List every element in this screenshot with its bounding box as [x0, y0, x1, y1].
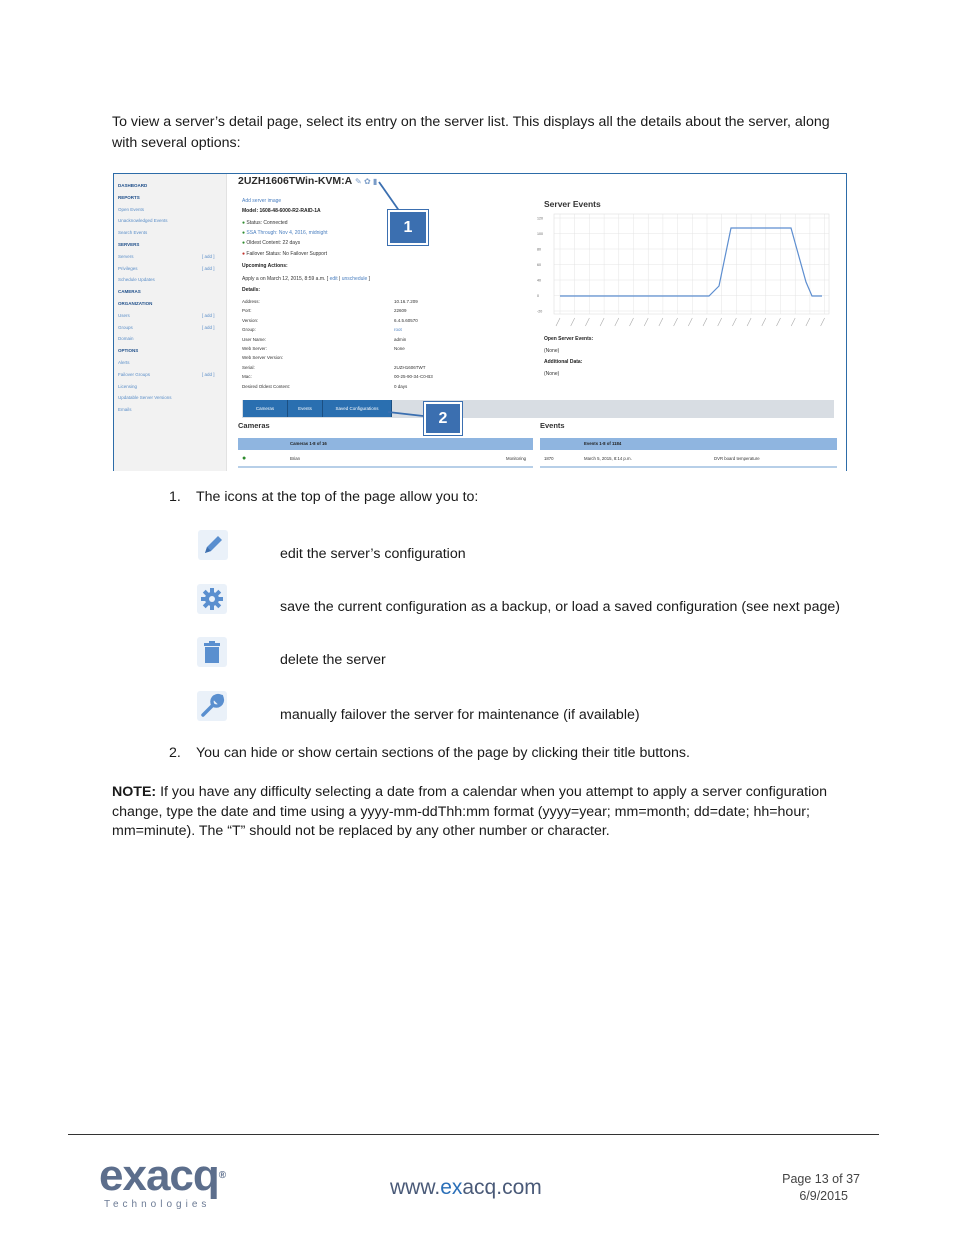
trash-icon[interactable]: ▮ — [372, 177, 378, 186]
sidebar-add-link[interactable]: [ add ] — [202, 253, 215, 259]
logo-subtitle: Technologies — [104, 1199, 211, 1210]
sidebar-item[interactable]: Schedule Updates — [118, 277, 155, 283]
detail-key: Port: — [242, 308, 252, 314]
icon-desc-save: save the current configuration as a backup, or load a saved configuration (see next page) — [280, 599, 840, 615]
list-item-1-text: The icons at the top of the page allow you to: — [196, 489, 479, 505]
note-line-2: change, type the date and time using a yyyy-mm-ddThh:mm format (yyyy=year; mm=month; dd=date; hh=hour; — [112, 803, 810, 820]
camera-row-status-icon: ● — [242, 455, 247, 462]
sidebar-item[interactable]: Updatable Server Versions — [118, 395, 172, 401]
sidebar-item[interactable]: OPTIONS — [118, 348, 139, 354]
additional-label: Additional Data: — [544, 359, 583, 365]
sidebar-add-link[interactable]: [ add ] — [202, 371, 215, 377]
note-line-1: If you have any difficulty selecting a date from a calendar when you attempt to apply a server configuration — [156, 784, 828, 800]
sidebar-add-link[interactable]: [ add ] — [202, 312, 215, 318]
sidebar-item[interactable]: Emails — [118, 407, 132, 413]
sidebar-item[interactable]: REPORTS — [118, 194, 140, 200]
events-section-title[interactable]: Events — [540, 421, 565, 430]
y-tick-label: 80 — [537, 247, 541, 252]
sidebar-item[interactable]: Domain — [118, 336, 134, 342]
detail-key: Desired Oldest Content: — [242, 383, 291, 389]
detail-value: 2UZH1606TWT — [394, 364, 426, 370]
page-info — [760, 1171, 860, 1205]
cameras-section-title[interactable]: Cameras — [238, 421, 270, 430]
detail-key: Web Server: — [242, 346, 267, 351]
detail-value: admin — [394, 336, 407, 342]
detail-value: 6.4.5.60570 — [394, 317, 418, 323]
y-tick-label: 0 — [537, 294, 539, 298]
error-icon: ● — [242, 251, 246, 257]
sidebar-item[interactable]: Failover Groups — [118, 371, 151, 377]
ok-icon: ● — [242, 230, 246, 236]
icon-desc-failover: manually failover the server for maintenance (if available) — [280, 707, 640, 723]
additional-value: (None) — [544, 371, 560, 377]
y-tick-label: 120 — [537, 216, 543, 221]
tab-saved-configurations[interactable]: Saved Configurations — [323, 400, 392, 417]
sidebar-item[interactable]: Licensing — [118, 383, 138, 389]
page-date: 6/9/2015 — [799, 1189, 848, 1203]
detail-key: Web Server Version: — [242, 355, 284, 361]
status-line: ● Status: Connected — [242, 220, 288, 226]
trash-icon — [197, 637, 227, 667]
detail-key: Version: — [242, 317, 259, 323]
sidebar-item[interactable]: Privileges — [118, 265, 138, 271]
sidebar-add-link[interactable]: [ add ] — [202, 324, 215, 330]
open-events-label: Open Server Events: — [544, 336, 594, 342]
list-item-2-number: 2. — [169, 745, 181, 761]
y-tick-label: 40 — [537, 278, 541, 283]
list-item-2-text: You can hide or show certain sections of the page by clicking their title buttons. — [196, 745, 690, 761]
cameras-header-text: Cameras 1-8 of 16 — [290, 441, 327, 446]
detail-value: 10.16.7.209 — [394, 299, 418, 304]
detail-value: None — [394, 346, 405, 351]
note-label: NOTE: — [112, 784, 157, 800]
server-title: 2UZH1606TWin-KVM:A — [238, 175, 353, 187]
unschedule-link[interactable]: unschedule — [341, 276, 368, 282]
server-events-title: Server Events — [544, 199, 601, 209]
detail-key: Mac: — [242, 374, 252, 380]
add-server-image-link[interactable]: Add server image — [242, 198, 282, 204]
sidebar-item[interactable]: Users — [118, 312, 130, 318]
upcoming-label: Upcoming Actions: — [242, 263, 288, 269]
ok-icon: ● — [242, 220, 246, 226]
tab-cameras[interactable]: Cameras — [243, 400, 288, 417]
detail-value[interactable]: root — [394, 327, 402, 333]
ssa-line[interactable]: ● SSA Through: Nov 4, 2016, midnight — [242, 230, 328, 236]
callout-1: 1 — [388, 210, 428, 245]
y-tick-label: 60 — [537, 263, 541, 267]
detail-key: Serial: — [242, 364, 255, 370]
sidebar-item[interactable]: Open Events — [118, 206, 145, 212]
sidebar-add-link[interactable]: [ add ] — [202, 265, 215, 271]
event-row-date: March 5, 2015, 8:14 p.m. — [584, 456, 632, 461]
model-text: Model: 1608-48-6000-R2-RAID-1A — [242, 208, 321, 214]
oldest-line: ● Oldest Content: 22 days — [242, 240, 301, 246]
edit-link[interactable]: edit — [329, 276, 338, 282]
details-label: Details: — [242, 287, 261, 293]
note-line-3: mm=minute). The “T” should not be replaced by any other number or character. — [112, 823, 610, 839]
event-row-id[interactable]: 1870 — [544, 456, 554, 461]
website-url[interactable]: www.exacq.com — [390, 1176, 542, 1199]
wrench-icon — [197, 691, 227, 721]
sidebar-item[interactable]: Search Events — [118, 230, 148, 236]
camera-row-status: Monitoring — [506, 456, 527, 461]
gear-icon[interactable]: ✿ — [363, 177, 371, 186]
callout-2: 2 — [424, 402, 462, 435]
sidebar-item[interactable]: Unacknowledged Events — [118, 218, 168, 224]
note-paragraph — [112, 783, 852, 842]
server-detail-screenshot — [113, 173, 847, 471]
gear-icon — [197, 584, 227, 614]
events-header-text: Events 1-8 of 1184 — [584, 441, 622, 446]
footer-rule — [68, 1134, 879, 1135]
sidebar-item[interactable]: Servers — [118, 253, 134, 259]
detail-key: Address: — [242, 299, 260, 304]
sidebar-item[interactable]: Alerts — [118, 360, 130, 365]
intro-line-1: To view a server’s detail page, select its entry on the server list. This displays all the details about the server, along — [112, 114, 830, 130]
ok-icon: ● — [242, 240, 246, 246]
icon-desc-edit: edit the server’s configuration — [280, 546, 466, 562]
sidebar-item[interactable]: SERVERS — [118, 242, 140, 247]
detail-value: 22609 — [394, 308, 407, 314]
list-item-1-number: 1. — [169, 489, 181, 505]
pencil-icon — [198, 530, 228, 560]
failover-line: ● Failover Status: No Failover Support — [242, 251, 328, 257]
y-tick-label: 100 — [537, 232, 543, 236]
pencil-icon[interactable]: ✎ — [355, 177, 362, 186]
callout-arrows — [114, 174, 846, 471]
detail-key: User Name: — [242, 336, 267, 342]
exacq-logo: exacq® — [99, 1151, 226, 1200]
intro-paragraph — [112, 112, 852, 154]
sidebar-item[interactable]: ORGANIZATION — [118, 301, 153, 306]
event-row-desc: DVR board temperature — [714, 456, 760, 461]
icon-desc-delete: delete the server — [280, 652, 386, 668]
camera-row-name[interactable]: Brian — [290, 456, 301, 461]
detail-value: 00-25-90-34-C0-B3 — [394, 374, 433, 380]
sidebar-item[interactable]: DASHBOARD — [118, 183, 148, 188]
tab-events[interactable]: Events — [288, 400, 323, 417]
upcoming-text: Apply a on March 12, 2015, 8:59 a.m. [ edit | unschedule ] — [242, 276, 371, 282]
intro-line-2: with several options: — [112, 135, 241, 151]
logo-text: exacq — [99, 1151, 219, 1200]
page-number: Page 13 of 37 — [782, 1172, 860, 1186]
open-events-value: (None) — [544, 348, 560, 354]
sidebar-item[interactable]: CAMERAS — [118, 289, 141, 295]
detail-value: 0 days — [394, 383, 408, 389]
sidebar-item[interactable]: Groups — [118, 324, 133, 330]
y-tick-label: -20 — [537, 309, 543, 314]
detail-key: Group: — [242, 327, 256, 333]
